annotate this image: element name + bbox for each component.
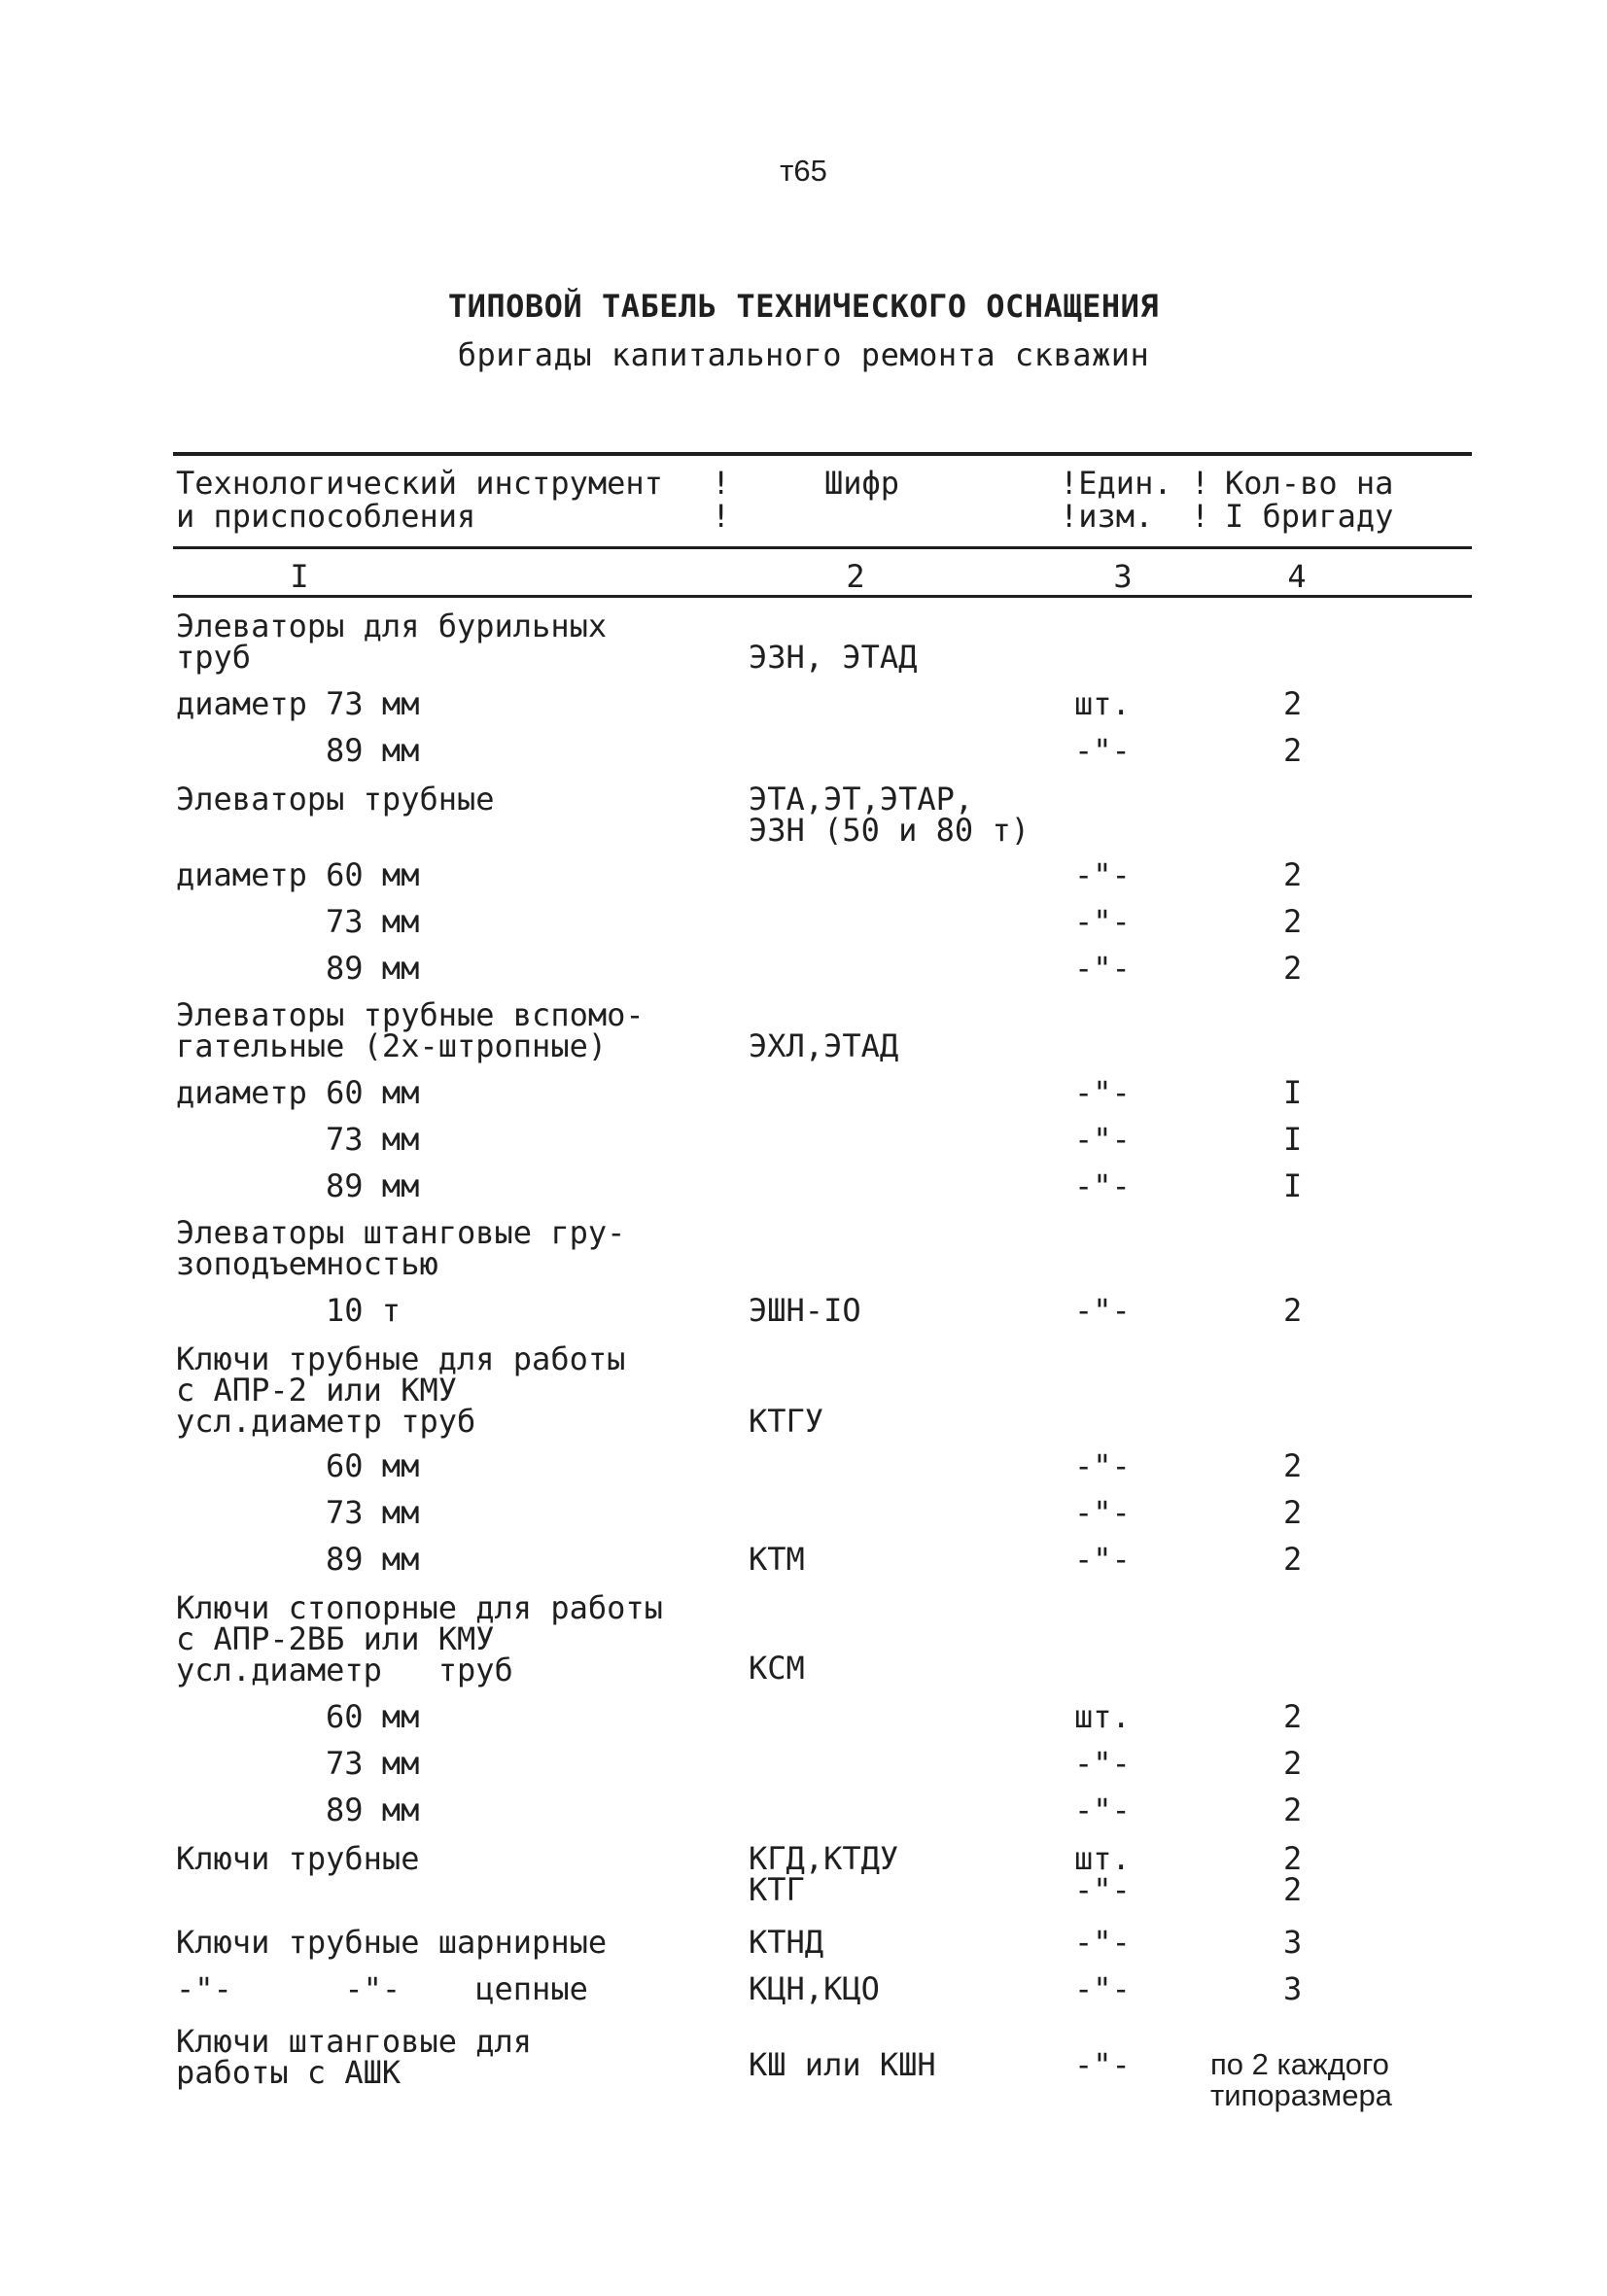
row-code: ЭТА,ЭТ,ЭТАР, ЭЗН (50 и 80 т) — [749, 781, 1030, 849]
row-unit: -"- — [1074, 2046, 1131, 2083]
row-name: 60 мм — [326, 1698, 420, 1735]
row-qty: 2 — [1283, 1447, 1303, 1484]
row-unit: -"- — [1074, 1447, 1131, 1484]
row-qty: по 2 каждого типоразмера — [1210, 2047, 1392, 2112]
row-unit: -"- — [1074, 1924, 1131, 1961]
row-qty: 3 — [1283, 1970, 1303, 2007]
document-title: ТИПОВОЙ ТАБЕЛЬ ТЕХНИЧЕСКОГО ОСНАЩЕНИЯ — [447, 288, 1160, 325]
row-unit: -"- — [1074, 1541, 1131, 1578]
row-code: КСМ — [749, 1650, 805, 1687]
row-qty: 2 — [1283, 732, 1303, 769]
row-name: диаметр 60 мм — [176, 1074, 420, 1111]
row-code: ЭЗН, ЭТАД — [749, 639, 918, 676]
row-unit: -"- — [1074, 732, 1131, 769]
row-qty: 2 — [1283, 950, 1303, 987]
column-number-1: I — [290, 558, 309, 595]
row-name: 89 мм — [326, 1167, 420, 1204]
row-unit: -"- — [1074, 1745, 1131, 1782]
row-code: КТГУ — [749, 1403, 824, 1440]
row-name: -"- -"- цепные — [176, 1970, 588, 2007]
row-qty: 2 — [1283, 1494, 1303, 1531]
row-name: Элеваторы трубные вспомо- гательные (2х-штропные) — [176, 996, 645, 1064]
row-unit: -"- — [1074, 1121, 1131, 1158]
row-unit: шт. -"- — [1074, 1840, 1131, 1908]
row-name: 10 т — [326, 1292, 402, 1329]
row-qty: 2 — [1283, 856, 1303, 893]
row-name: 89 мм — [326, 950, 420, 987]
page-number: т65 — [780, 154, 827, 188]
row-unit: -"- — [1074, 856, 1131, 893]
column-number-2: 2 — [846, 558, 865, 595]
row-name: Элеваторы трубные — [176, 781, 495, 818]
row-unit: -"- — [1074, 1792, 1131, 1828]
table-header-col4: Кол-во на I бригаду — [1225, 465, 1394, 535]
table-header-col2: Шифр — [824, 465, 900, 502]
column-number-4: 4 — [1287, 558, 1307, 595]
row-code: КТМ — [749, 1541, 805, 1578]
row-name: 73 мм — [326, 1121, 420, 1158]
table-header-separator: ! ! — [712, 465, 731, 535]
row-unit: шт. — [1074, 1698, 1131, 1735]
row-qty: 2 — [1283, 1698, 1303, 1735]
row-qty: 2 — [1283, 1292, 1303, 1329]
row-name: 73 мм — [326, 1745, 420, 1782]
table-header-col1: Технологический инструмент и приспособления — [176, 465, 663, 535]
row-qty: I — [1283, 1167, 1303, 1204]
column-number-3: 3 — [1113, 558, 1133, 595]
row-qty: 2 — [1283, 1541, 1303, 1578]
row-name: диаметр 73 мм — [176, 685, 420, 722]
row-code: КЦН,КЦО — [749, 1970, 880, 2007]
row-unit: -"- — [1074, 1494, 1131, 1531]
row-name: 89 мм — [326, 732, 420, 769]
row-name: 89 мм — [326, 1541, 420, 1578]
row-unit: -"- — [1074, 1292, 1131, 1329]
row-qty: I — [1283, 1074, 1303, 1111]
row-name: Ключи трубные шарнирные — [176, 1924, 608, 1961]
row-name: Элеваторы штанговые гру- зоподъемностью — [176, 1214, 626, 1282]
row-qty: 2 — [1283, 685, 1303, 722]
row-unit: -"- — [1074, 1167, 1131, 1204]
row-qty: 2 — [1283, 903, 1303, 940]
row-code: ЭХЛ,ЭТАД — [749, 1027, 899, 1064]
row-name: диаметр 60 мм — [176, 856, 420, 893]
row-name: Ключи трубные для работы с АПР-2 или КМУ усл.диаметр труб — [176, 1340, 626, 1440]
row-unit: -"- — [1074, 1970, 1131, 2007]
row-unit: -"- — [1074, 903, 1131, 940]
table-header-col3: !Един. ! !изм. ! — [1060, 465, 1210, 535]
row-unit: -"- — [1074, 1074, 1131, 1111]
row-qty: 3 — [1283, 1924, 1303, 1961]
row-qty: 2 — [1283, 1745, 1303, 1782]
row-qty: 2 2 — [1283, 1840, 1303, 1908]
table-rule-header — [173, 546, 1472, 549]
row-name: 73 мм — [326, 903, 420, 940]
row-code: КШ или КШН — [749, 2046, 936, 2083]
row-code: ЭШН-IO — [749, 1292, 861, 1329]
row-unit: шт. — [1074, 685, 1131, 722]
row-name: Ключи стопорные для работы с АПР-2ВБ или КМУ усл.диаметр труб — [176, 1589, 663, 1688]
row-name: 60 мм — [326, 1447, 420, 1484]
row-name: 89 мм — [326, 1792, 420, 1828]
table-rule-numbers — [173, 595, 1472, 598]
row-qty: 2 — [1283, 1792, 1303, 1828]
row-unit: -"- — [1074, 950, 1131, 987]
row-name: Ключи трубные — [176, 1840, 420, 1877]
row-code: КГД,КТДУ КТГ — [749, 1840, 899, 1908]
row-code: КТНД — [749, 1924, 824, 1961]
document-subtitle: бригады капитального ремонта скважин — [457, 336, 1150, 373]
row-qty: I — [1283, 1121, 1303, 1158]
row-name: Ключи штанговые для работы с АШК — [176, 2023, 533, 2091]
table-rule-top — [173, 452, 1472, 456]
row-name: 73 мм — [326, 1494, 420, 1531]
row-name: Элеваторы для бурильных труб — [176, 608, 608, 676]
